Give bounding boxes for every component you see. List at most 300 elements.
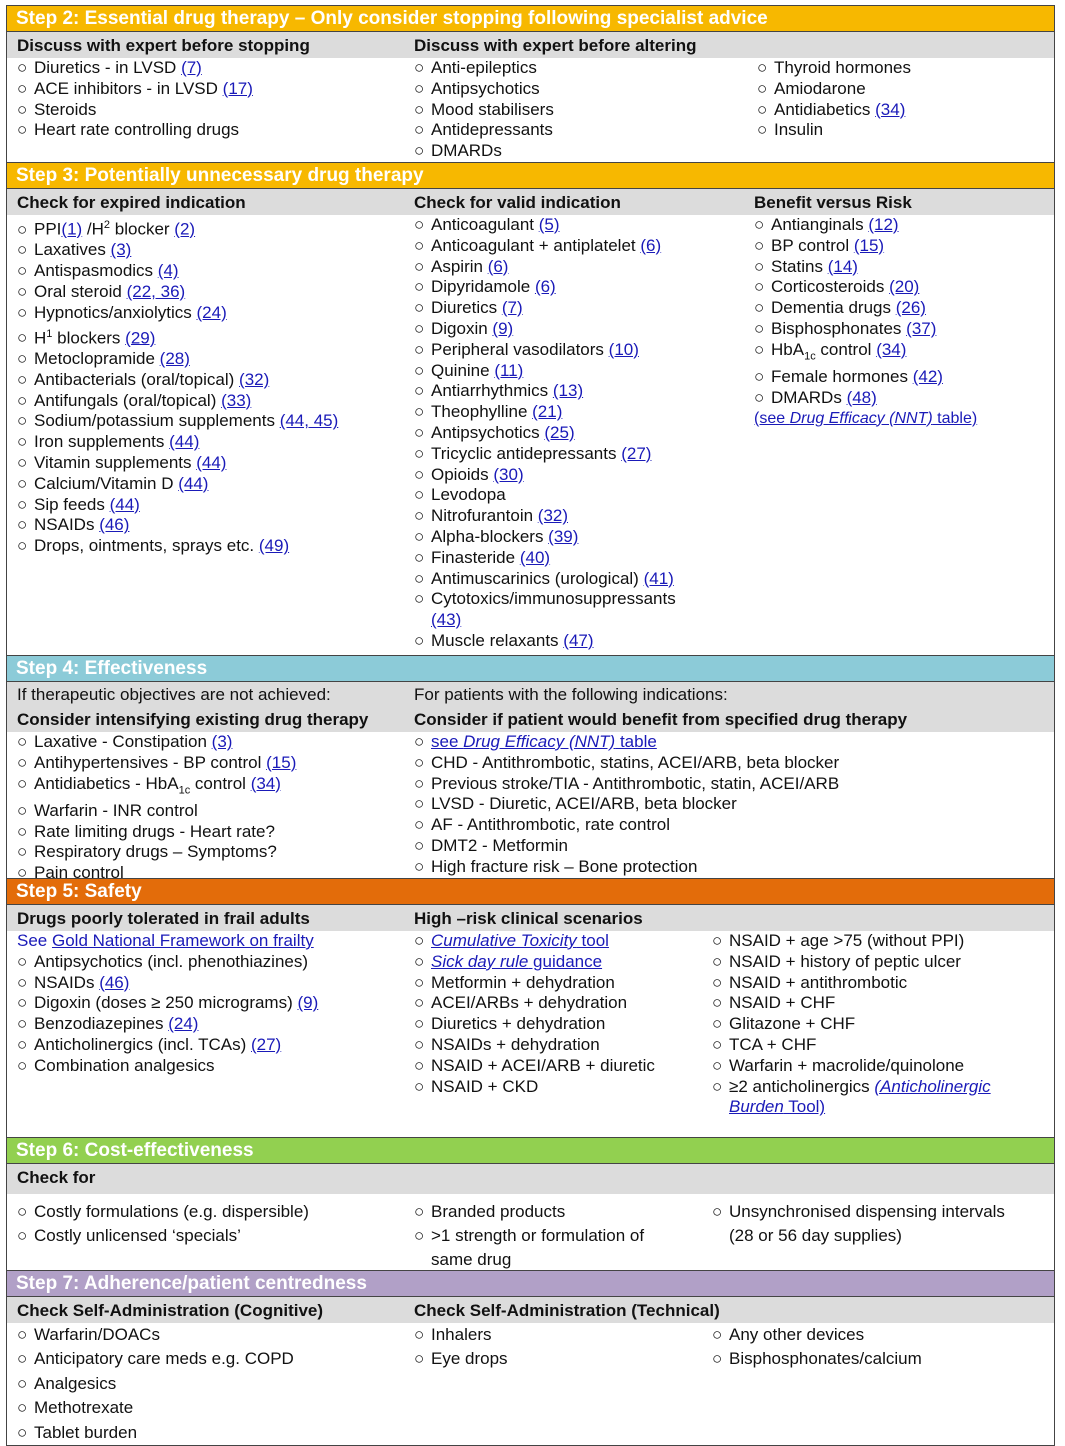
item-text: Calcium/Vitamin D <box>34 473 179 493</box>
link-text: table) <box>932 409 978 427</box>
list-item <box>17 1035 318 1056</box>
anticholinergic-burden-link[interactable]: (Anticholinergic <box>874 1076 991 1096</box>
item-text: ≥2 anticholinergics <box>729 1076 875 1096</box>
bullet-icon: ○ <box>414 506 425 526</box>
step6-header-checkfor: Check for <box>17 1168 96 1187</box>
bullet-icon: ○ <box>712 1349 723 1369</box>
list-item <box>712 1035 991 1056</box>
step5-col1 <box>17 931 318 1077</box>
reference-link[interactable]: (17) <box>222 78 253 98</box>
list-item <box>17 474 338 495</box>
reference-link[interactable]: (49) <box>258 536 290 556</box>
list-item <box>17 1396 294 1420</box>
bullet-icon: ○ <box>414 339 425 359</box>
item-text: Rate limiting drugs - Heart rate? <box>34 821 275 841</box>
reference-link[interactable]: (47) <box>563 630 594 650</box>
bullet-icon: ○ <box>17 282 28 302</box>
bullet-icon: ○ <box>414 1325 425 1344</box>
list-item <box>17 58 253 79</box>
reference-link[interactable]: (6) <box>534 277 556 297</box>
item-text: Vitamin supplements <box>34 453 197 473</box>
reference-link[interactable]: (44) <box>196 453 227 473</box>
bullet-icon: ○ <box>414 526 425 546</box>
reference-link[interactable]: (27) <box>250 1034 282 1054</box>
bullet-icon: ○ <box>17 1373 28 1393</box>
bullet-icon: ○ <box>414 856 425 876</box>
item-text: Costly formulations (e.g. dispersible) <box>34 1202 309 1221</box>
reference-link[interactable]: (25) <box>544 422 575 442</box>
step2-header-stopping: Discuss with expert before stopping <box>17 36 310 55</box>
item-text: Bisphosphonates <box>771 318 907 338</box>
frailty-framework-row <box>17 931 318 952</box>
bullet-icon: ○ <box>17 732 28 751</box>
bullet-icon: ○ <box>414 215 425 234</box>
step2-col1 <box>17 58 253 141</box>
item-text: Previous stroke/TIA - Antithrombotic, statin, ACEI/ARB <box>431 773 840 793</box>
reference-link[interactable]: (34) <box>876 339 907 359</box>
item-text: Diuretics - in LVSD <box>34 58 182 77</box>
bullet-icon: ○ <box>414 773 425 793</box>
reference-link[interactable]: (21) <box>532 402 563 422</box>
list-item <box>17 215 338 240</box>
reference-link[interactable]: (46) <box>99 972 130 992</box>
list-item <box>17 370 338 391</box>
nnt-table-link[interactable] <box>754 409 977 430</box>
reference-link[interactable]: (44) <box>109 494 140 514</box>
item-text: Sip feeds <box>34 494 110 514</box>
reference-link[interactable]: (27) <box>621 443 652 463</box>
bullet-icon: ○ <box>414 120 425 140</box>
list-item <box>17 391 338 412</box>
item-text: Drops, ointments, sprays etc. <box>34 536 259 556</box>
bullet-icon: ○ <box>17 219 28 239</box>
list-item <box>17 1372 294 1396</box>
bullet-icon: ○ <box>757 99 768 119</box>
reference-link[interactable]: (9) <box>297 993 319 1013</box>
list-item <box>414 774 839 795</box>
bullet-icon: ○ <box>757 58 768 77</box>
item-text: Antipsychotics <box>431 422 545 442</box>
step3-header-valid: Check for valid indication <box>414 193 621 212</box>
item-text: Warfarin - INR control <box>34 800 198 820</box>
step7-title: Step 7: Adherence/patient centredness <box>7 1271 1054 1297</box>
frailty-framework-link[interactable]: Gold National Framework on frailty <box>51 931 314 950</box>
bullet-icon: ○ <box>17 369 28 389</box>
step6-col3 <box>712 1200 1005 1248</box>
step5-col3 <box>712 931 991 1118</box>
item-text: NSAID + antithrombotic <box>729 972 908 992</box>
tool-link-row[interactable] <box>414 931 655 952</box>
step7-col2 <box>414 1323 508 1372</box>
step4-col1 <box>17 732 296 884</box>
reference-link[interactable]: (44) <box>178 473 209 493</box>
bullet-icon: ○ <box>757 78 768 98</box>
reference-link[interactable]: (2) <box>174 219 196 239</box>
reference-link[interactable]: (5) <box>538 215 560 234</box>
reference-link[interactable]: (13) <box>552 381 584 401</box>
step6-item-strength: ○ >1 strength or formulation of <box>414 1226 645 1245</box>
reference-link[interactable]: (46) <box>99 515 130 535</box>
link-text: Sick day rule <box>431 951 529 971</box>
reference-link[interactable]: (43) <box>431 610 462 630</box>
link-text: Cumulative Toxicity <box>431 931 577 950</box>
list-item <box>17 495 338 516</box>
step4-section <box>6 656 1055 883</box>
list-item <box>414 1056 655 1077</box>
list-item <box>414 58 554 79</box>
step3-header-expired: Check for expired indication <box>17 193 246 212</box>
item-text: Digoxin <box>431 318 493 338</box>
bullet-icon: ○ <box>414 835 425 855</box>
list-item <box>414 236 676 257</box>
link-text: Drug Efficacy (NNT) <box>789 409 933 427</box>
reference-link[interactable]: (44) <box>169 432 200 452</box>
item-text: /H <box>82 219 104 239</box>
item-text: control <box>190 773 251 793</box>
reference-link[interactable]: (10) <box>608 339 639 359</box>
bullet-icon: ○ <box>17 99 28 119</box>
item-text: Warfarin/DOACs <box>34 1325 160 1344</box>
list-item <box>17 79 253 100</box>
reference-link[interactable]: (14) <box>827 256 858 276</box>
list-item <box>414 973 655 994</box>
item-text: NSAID + age >75 (without PPI) <box>729 931 965 950</box>
reference-link[interactable]: (11) <box>494 360 524 380</box>
bullet-icon: ○ <box>414 256 425 276</box>
step6-header-row <box>7 1164 1054 1194</box>
item-text: Mood stabilisers <box>431 99 554 119</box>
reference-link[interactable]: (48) <box>846 387 877 407</box>
list-item <box>414 215 676 236</box>
list-item <box>414 610 676 631</box>
reference-link[interactable]: (34) <box>875 99 906 119</box>
bullet-icon: ○ <box>414 443 425 463</box>
item-text: Antifungals (oral/topical) <box>34 390 222 410</box>
item-text: Pain control <box>34 863 124 883</box>
list-item <box>17 432 338 453</box>
list-item <box>17 1421 294 1445</box>
bullet-icon: ○ <box>757 120 768 140</box>
reference-link[interactable]: (24) <box>196 302 227 322</box>
list-item <box>712 1077 991 1098</box>
list-item <box>17 973 318 994</box>
item-text: Anticoagulant + antiplatelet <box>431 235 641 255</box>
step7-header-technical: Check Self-Administration (Technical) <box>414 1301 720 1320</box>
item-text: Statins <box>771 256 828 276</box>
bullet-icon: ○ <box>17 773 28 793</box>
bullet-icon: ○ <box>17 821 28 841</box>
reference-link[interactable]: (4) <box>157 261 179 281</box>
cumulative-toxicity-link[interactable] <box>431 931 609 950</box>
bullet-icon: ○ <box>754 256 765 276</box>
item-text: NSAID + CHF <box>729 993 836 1013</box>
list-item <box>17 1200 309 1224</box>
item-text: Quinine <box>431 360 495 380</box>
reference-link[interactable]: (3) <box>110 240 132 260</box>
item-text: Hypnotics/anxiolytics <box>34 302 197 322</box>
link-text: tool <box>576 931 609 950</box>
item-text: Anticholinergics (incl. TCAs) <box>34 1034 251 1054</box>
list-item <box>17 324 338 349</box>
list-item <box>17 801 296 822</box>
list-item <box>712 993 991 1014</box>
list-item <box>17 1347 294 1371</box>
list-item <box>414 1323 508 1347</box>
item-text: Peripheral vasodilators <box>431 339 609 359</box>
see-text: See <box>17 931 52 950</box>
item-text: Bisphosphonates/calcium <box>729 1349 922 1369</box>
bullet-icon: ○ <box>414 141 425 161</box>
list-item <box>757 58 911 79</box>
item-text: CHD - Antithrombotic, statins, ACEI/ARB, beta blocker <box>431 752 840 772</box>
reference-link[interactable]: (37) <box>906 318 937 338</box>
item-text: DMARDs <box>771 387 847 407</box>
item-text: Anti-epileptics <box>431 58 537 77</box>
bullet-icon: ○ <box>712 1325 723 1344</box>
list-item <box>414 589 676 610</box>
item-text: Antipsychotics (incl. phenothiazines) <box>34 951 309 971</box>
reference-link[interactable]: (32) <box>239 369 270 389</box>
reference-link[interactable]: (3) <box>211 732 233 751</box>
bullet-icon: ○ <box>414 381 425 401</box>
bullet-icon: ○ <box>754 366 765 386</box>
item-text: High fracture risk – Bone protection <box>431 856 698 876</box>
bullet-icon: ○ <box>17 842 28 862</box>
superscript: 2 <box>103 219 111 231</box>
bullet-icon: ○ <box>414 1055 425 1075</box>
link-text: Burden <box>729 1097 784 1117</box>
bullet-icon: ○ <box>712 1034 723 1054</box>
list-item <box>414 993 655 1014</box>
reference-link[interactable]: (20) <box>889 277 920 297</box>
item-text: DMARDs <box>431 141 502 161</box>
list-item <box>712 1323 922 1347</box>
list-item <box>414 1347 508 1371</box>
reference-link[interactable]: (15) <box>266 752 297 772</box>
item-text: DMT2 - Metformin <box>431 835 568 855</box>
item-text: Antidiabetics <box>774 99 876 119</box>
medication-review-table <box>6 5 1055 1446</box>
item-text: NSAIDs <box>34 972 100 992</box>
step7-section <box>6 1271 1055 1446</box>
bullet-icon: ○ <box>414 1349 425 1369</box>
reference-link[interactable]: (40) <box>519 547 551 567</box>
list-item <box>414 753 839 774</box>
anticholinergic-burden-link-cont[interactable] <box>712 1097 991 1118</box>
bullet-icon: ○ <box>17 993 28 1013</box>
bullet-icon: ○ <box>712 993 723 1013</box>
list-item <box>414 319 676 340</box>
bullet-icon: ○ <box>414 298 425 318</box>
bullet-icon: ○ <box>17 1014 28 1034</box>
item-text: Antidiabetics - HbA <box>34 773 179 793</box>
link-text: see <box>431 732 464 751</box>
reference-link[interactable]: (7) <box>501 298 523 318</box>
list-item <box>754 257 977 278</box>
item-text: Laxatives <box>34 240 111 260</box>
item-text: Iron supplements <box>34 432 170 452</box>
list-item <box>414 141 554 162</box>
bullet-icon: ○ <box>17 1422 28 1442</box>
reference-link[interactable]: (6) <box>487 256 509 276</box>
list-item <box>414 465 676 486</box>
item-text: Dementia drugs <box>771 298 896 318</box>
tool-link-row[interactable] <box>414 952 655 973</box>
item-text: Tricyclic antidepressants <box>431 443 622 463</box>
step5-section <box>6 879 1055 1138</box>
bullet-icon: ○ <box>17 328 28 348</box>
bullet-icon: ○ <box>17 863 28 883</box>
step5-header-frail: Drugs poorly tolerated in frail adults <box>17 909 310 928</box>
step3-section <box>6 163 1055 656</box>
list-item <box>17 993 318 1014</box>
reference-link[interactable]: (28) <box>159 349 190 369</box>
list-item <box>757 120 911 141</box>
step4-header-intensify: Consider intensifying existing drug therapy <box>17 710 369 729</box>
reference-link[interactable]: (7) <box>181 58 202 77</box>
bullet-icon: ○ <box>414 1076 425 1096</box>
step3-title: Step 3: Potentially unnecessary drug therapy <box>7 163 1054 189</box>
list-item <box>414 381 676 402</box>
list-item <box>414 1035 655 1056</box>
list-item <box>17 774 296 801</box>
list-item <box>414 569 676 590</box>
item-text: Cytotoxics/immunosuppressants <box>431 589 676 609</box>
reference-link[interactable]: (29) <box>125 328 156 348</box>
reference-link[interactable]: (24) <box>168 1014 199 1034</box>
reference-link[interactable]: (9) <box>492 318 514 338</box>
bullet-icon: ○ <box>414 58 425 77</box>
item-text: Female hormones <box>771 366 913 386</box>
step4-subheader-objectives: If therapeutic objectives are not achieved: <box>17 685 331 704</box>
bullet-icon: ○ <box>414 972 425 992</box>
bullet-icon: ○ <box>17 752 28 772</box>
item-text: Antibacterials (oral/topical) <box>34 369 240 389</box>
sick-day-rule-link[interactable] <box>431 952 602 971</box>
item-text: Inhalers <box>431 1325 492 1344</box>
step3-header-benefit: Benefit versus Risk <box>754 193 912 212</box>
reference-link[interactable]: (32) <box>537 506 569 526</box>
bullet-icon: ○ <box>414 547 425 567</box>
reference-link[interactable]: (15) <box>853 235 885 255</box>
bullet-icon: ○ <box>754 215 765 234</box>
list-item <box>414 257 676 278</box>
step6-col1 <box>17 1200 309 1248</box>
step6-item-branded: ○ Branded products <box>414 1202 566 1221</box>
item-text: Antiarrhythmics <box>431 381 553 401</box>
reference-link[interactable]: (22, 36) <box>126 282 186 302</box>
step7-body <box>7 1323 1054 1445</box>
list-item <box>414 1077 655 1098</box>
list-item <box>414 815 839 836</box>
list-item <box>17 261 338 282</box>
list-item <box>17 411 338 432</box>
subscript: 1c <box>804 350 816 363</box>
nnt-table-link-row[interactable] <box>414 732 839 753</box>
list-item <box>754 319 977 340</box>
link-text: (see <box>754 409 790 427</box>
reference-link[interactable]: (41) <box>643 568 674 588</box>
bullet-icon: ○ <box>712 1014 723 1034</box>
bullet-icon: ○ <box>17 390 28 410</box>
item-text: Steroids <box>34 99 97 119</box>
bullet-icon: ○ <box>17 951 28 971</box>
list-item <box>414 444 676 465</box>
reference-link[interactable]: (39) <box>548 526 579 546</box>
item-text: Thyroid hormones <box>774 58 912 77</box>
item-text: Corticosteroids <box>771 277 890 297</box>
nnt-table-link[interactable] <box>431 732 657 751</box>
step5-title: Step 5: Safety <box>7 879 1054 905</box>
subscript: 1c <box>178 783 191 796</box>
item-text: PPI <box>34 219 62 239</box>
list-item <box>712 1347 922 1371</box>
item-text: NSAID + CKD <box>431 1076 539 1096</box>
list-item <box>17 753 296 774</box>
item-text: Warfarin + macrolide/quinolone <box>729 1055 965 1075</box>
bullet-icon: ○ <box>414 360 425 380</box>
reference-link[interactable]: (44, 45) <box>279 411 339 431</box>
list-item <box>414 79 554 100</box>
bullet-icon: ○ <box>414 1014 425 1034</box>
reference-link[interactable]: (12) <box>868 215 899 234</box>
bullet-icon: ○ <box>414 402 425 422</box>
link-text: guidance <box>528 951 603 971</box>
bullet-icon: ○ <box>754 298 765 318</box>
item-text: Benzodiazepines <box>34 1014 169 1034</box>
list-item <box>712 1056 991 1077</box>
step3-col1 <box>17 215 338 557</box>
item-text: Antidepressants <box>431 120 553 140</box>
bullet-icon: ○ <box>414 78 425 98</box>
item-text: Finasteride <box>431 547 520 567</box>
list-item <box>17 515 338 536</box>
bullet-icon: ○ <box>17 58 28 77</box>
link-text: table <box>615 732 657 751</box>
bullet-icon: ○ <box>17 78 28 98</box>
step7-col3 <box>712 1323 922 1372</box>
item-text: Sodium/potassium supplements <box>34 411 280 431</box>
item-text: Antispasmodics <box>34 261 158 281</box>
reference-link[interactable]: (42) <box>912 366 943 386</box>
item-text: Aspirin <box>431 256 488 276</box>
item-text: Antipsychotics <box>431 78 540 98</box>
item-text: Glitazone + CHF <box>729 1014 856 1034</box>
step2-col2 <box>414 58 554 162</box>
bullet-icon: ○ <box>17 800 28 820</box>
item-text: Heart rate controlling drugs <box>34 120 240 140</box>
reference-link[interactable]: (26) <box>895 298 926 318</box>
list-item <box>754 215 977 236</box>
bullet-icon: ○ <box>17 1034 28 1054</box>
step2-header-row <box>7 32 1054 58</box>
reference-link[interactable]: (34) <box>250 773 281 793</box>
step2-title: Step 2: Essential drug therapy – Only consider stopping following specialist advice <box>7 6 1054 32</box>
reference-link[interactable]: (30) <box>493 464 524 484</box>
list-item <box>17 100 253 121</box>
step5-header-scenarios: High –risk clinical scenarios <box>414 909 643 928</box>
reference-link[interactable]: (1) <box>61 219 83 239</box>
list-item <box>414 340 676 361</box>
step6-section <box>6 1138 1055 1271</box>
step6-body <box>7 1194 1054 1270</box>
list-item <box>712 973 991 994</box>
bullet-icon: ○ <box>414 815 425 835</box>
step7-header-cognitive: Check Self-Administration (Cognitive) <box>17 1301 324 1320</box>
reference-link[interactable]: (33) <box>221 390 252 410</box>
reference-link[interactable]: (6) <box>640 235 662 255</box>
item-text: control <box>815 339 877 359</box>
